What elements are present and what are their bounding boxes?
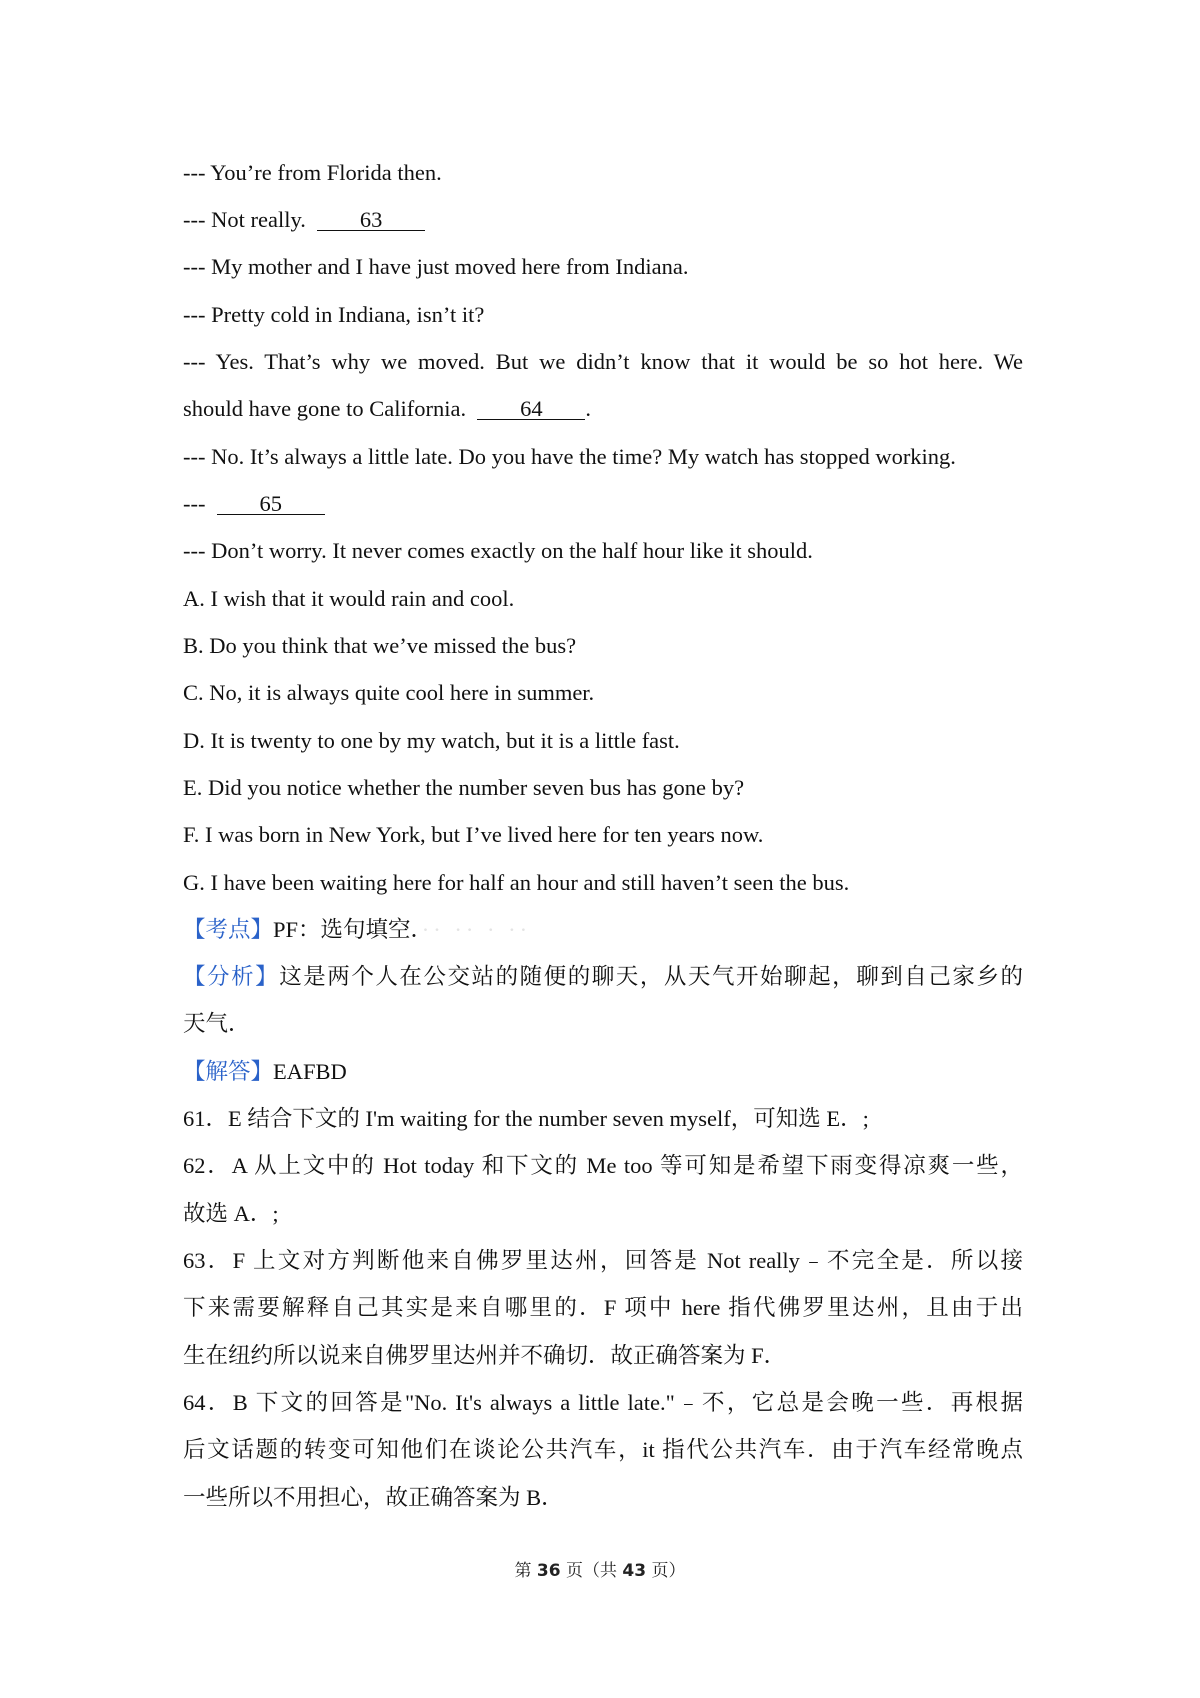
answer-blank-64: 64 — [477, 394, 585, 420]
explanation-line: 下来需要解释自己其实是来自哪里的．F 项中 here 指代佛罗里达州，且由于出 — [183, 1295, 1023, 1320]
footer-pre: 第 — [514, 1561, 537, 1581]
explanation-line: 64．B 下文的回答是"No. It's always a little late."﹣不，它总是会晚一些．再根据 — [183, 1390, 1023, 1415]
fenxi-text: 这是两个人在公交站的随便的聊天，从天气开始聊起，聊到自己家乡的 — [279, 964, 1023, 989]
dialogue-line: --- You’re from Florida then. — [183, 160, 442, 185]
footer-page-number: 36 — [536, 1561, 561, 1581]
dialogue-text: should have gone to California. — [183, 396, 467, 421]
explanation-line: 63．F 上文对方判断他来自佛罗里达州，回答是 Not really﹣不完全是．所以接 — [183, 1248, 1023, 1273]
option-d: D. It is twenty to one by my watch, but it is a little fast. — [183, 728, 680, 753]
fenxi-line — [183, 962, 1023, 992]
dialogue-line: --- My mother and I have just moved here from Indiana. — [183, 254, 689, 279]
fenxi-line-2: 天气． — [183, 1011, 251, 1036]
option-f: F. I was born in New York, but I’ve lived here for ten years now. — [183, 822, 764, 847]
fenxi-tag: 【分析】 — [183, 964, 280, 989]
explanation-line: 一些所以不用担心，故正确答案为 B． — [183, 1485, 564, 1510]
kaodian-tag: 【考点】 — [183, 917, 274, 942]
option-e: E. Did you notice whether the number seven bus has gone by? — [183, 775, 745, 800]
explanation-line: 故选 A．; — [183, 1201, 279, 1226]
answer-blank-65: 65 — [217, 489, 325, 515]
dialogue-line: --- Pretty cold in Indiana, isn’t it? — [183, 302, 485, 327]
period: . — [585, 396, 591, 421]
dialogue-line — [183, 205, 1023, 235]
footer-total-pages: 43 — [622, 1561, 647, 1581]
kaodian-line — [183, 915, 1023, 945]
jieda-tag: 【解答】 — [183, 1059, 274, 1084]
dialogue-line: --- Don’t worry. It never comes exactly on the half hour like it should. — [183, 538, 813, 563]
page-footer — [0, 1556, 1200, 1581]
answer-blank-63: 63 — [317, 205, 425, 231]
dialogue-text: --- Not really. — [183, 207, 306, 232]
dialogue-line — [183, 394, 1023, 424]
jieda-text: EAFBD — [273, 1059, 347, 1084]
kaodian-text: PF：选句填空． — [273, 917, 422, 942]
footer-post: 页） — [646, 1561, 686, 1581]
option-g: G. I have been waiting here for half an hour and still haven’t seen the bus. — [183, 870, 850, 895]
dialogue-text: --- — [183, 491, 206, 516]
option-b: B. Do you think that we’ve missed the bus? — [183, 633, 577, 658]
option-a: A. I wish that it would rain and cool. — [183, 586, 515, 611]
footer-mid: 页（共 — [560, 1561, 623, 1581]
option-c: C. No, it is always quite cool here in summer. — [183, 680, 595, 705]
watermark-decoration: ·· ·· · ·· — [421, 917, 532, 942]
explanation-line: 生在纽约所以说来自佛罗里达州并不确切．故正确答案为 F． — [183, 1343, 787, 1368]
dialogue-line: --- Yes. That’s why we moved. But we didn’t know that it would be so hot here. We — [183, 349, 1023, 374]
explanation-line: 62．A 从上文中的 Hot today 和下文的 Me too 等可知是希望下雨变得凉爽一些， — [183, 1153, 1023, 1178]
dialogue-line — [183, 489, 1023, 519]
explanation-line: 61．E 结合下文的 I'm waiting for the number seven myself，可知选 E．; — [183, 1106, 869, 1131]
jieda-line — [183, 1057, 1023, 1087]
explanation-line: 后文话题的转变可知他们在谈论公共汽车，it 指代公共汽车．由于汽车经常晚点 — [183, 1437, 1023, 1462]
dialogue-line: --- No. It’s always a little late. Do you have the time? My watch has stopped working. — [183, 444, 956, 469]
